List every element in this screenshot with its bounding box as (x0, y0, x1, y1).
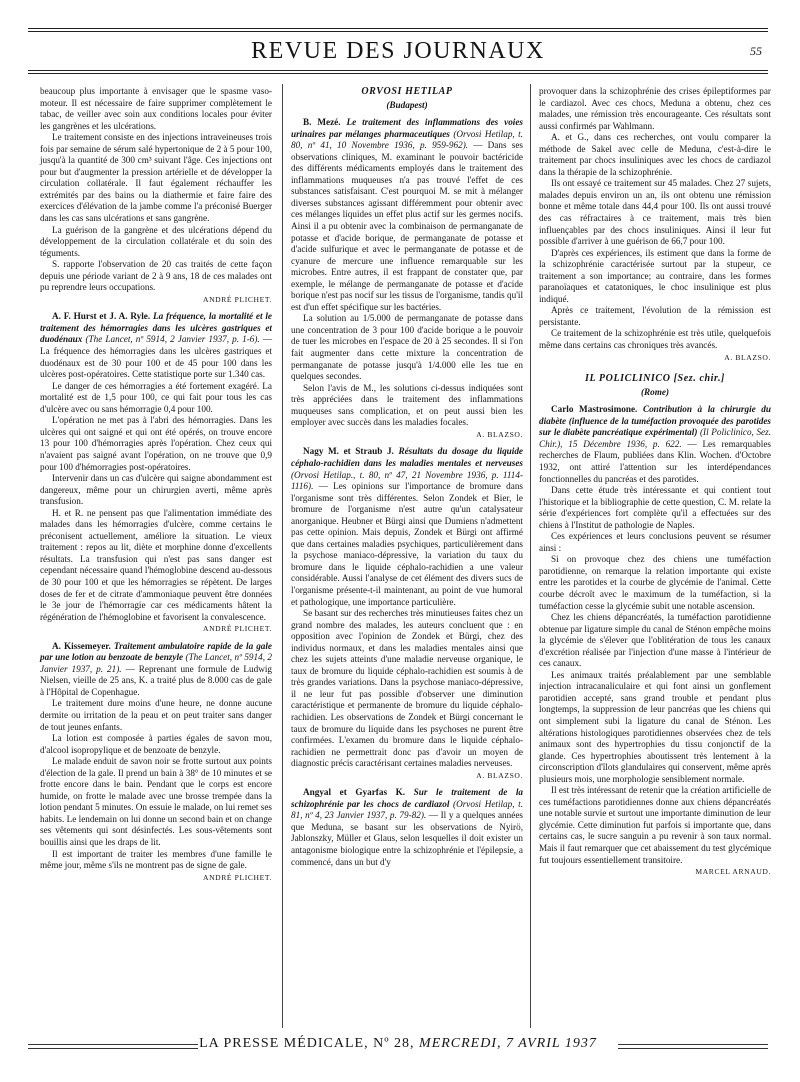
footer-citation (28, 1036, 768, 1052)
paragraph: Les animaux traités préalablement par une semblable injection intracanaliculaire et qui font ainsi un gonflement parotidien accepté, sans grand trouble et pendant plus longtemps, la suppression de leur pancréas que les chiens qui ont simplement subi la ligature du canal de Sténon. Les altérations histologiques parotidiennes observées chez de tels animaux sont des hypertrophies du tissu conjonctif de la glande. Ces hypertrophies aboutissent très lentement à la circonscription d'îlots glandulaires qui conservent, même après plusieurs mois, une morphologie sensiblement normale. (539, 669, 771, 784)
header-rule-top (28, 28, 768, 29)
article-authors: Angyal et Gyarfas K. (303, 787, 406, 798)
paragraph: provoquer dans la schizophrénie des crises épileptiformes par le cardiazol. Avec ces chocs, Meduna a obtenu, chez ces malades, une rémission très encourageante. Ces résultats sont aussi confirmés par Wahlmann. (539, 86, 771, 131)
paragraph: Intervenir dans un cas d'ulcère qui saigne abondamment est dangereux, même pour un chirurgien averti, même après transfusion. (40, 473, 272, 507)
article-authors: Carlo Mastrosimone. (551, 404, 638, 415)
section-subtitle: (Rome) (640, 386, 670, 397)
article-text: — Il y a quelques années que Meduna, se basant sur les observations de Nyirö, Jablonszky, Müller et Glaus, selon lesquelles il doit exister un antagonisme biologique entre la schizophrénie et l'épilepsie, a commencé, dans un but d'y (291, 810, 523, 867)
footer-issue: Nº 28, (373, 1036, 415, 1051)
article-title: Sur le traitement de la schizophrénie par les chocs de cardiazol (291, 787, 523, 809)
article-source: (The Lancet, nº 5914, 2 Janvier 1937, p. 1-6). (85, 334, 260, 345)
paragraph: beaucoup plus importante à envisager que le spasme vaso-moteur. Il est nécessaire de faire supprimer complètement le tabac, de veiller avec soin aux conditions locales pour éviter les gangrènes et les ulcérations. (40, 86, 272, 131)
paragraph: S. rapporte l'observation de 20 cas traités de cette façon depuis une période variant de 2 à 9 ans, 18 de ces malades ont pu reprendre leurs occupations. (40, 259, 272, 293)
column-right (539, 86, 771, 882)
paragraph: Dans cette étude très intéressante et qui contient tout l'historique et la bibliographie de cette question, C. M. relate la série d'expériences fort complète qu'il a effectuées sur des chiens à l'Institut de pathologie de Naples. (539, 485, 771, 530)
author-signature: ANDRÉ PLICHET. (202, 624, 272, 634)
column-separator (282, 84, 283, 1028)
article-source: (Il Policlinico, Sez. Chir.), 15 Décembre 1936, p. 622. (539, 427, 771, 449)
paragraph: Le danger de ces hémorragies a été fortement exagéré. La mortalité est de 1,5 pour 100, ce qui fait pour tous les cas d'ulcère avec ou sans hémorragie 0,4 pour 100. (40, 380, 272, 414)
paragraph: La solution au 1/5.000 de permanganate de potasse dans une concentration de 3 pour 100 d'acide borique a le pouvoir de tuer les microbes en l'espace de 20 à 25 secondes. Il si l'on fait augmenter dans cette mixture la concentration de permanganate de potasse jusqu'à 1/4.000 elle les tue en quelques secondes. (291, 313, 523, 382)
paragraph: Il est très intéressant de retenir que la création artificielle de ces tuméfactions parotidiennes donne aux chiens dépancréatés une notable survie et surtout une importante diminution de leur glycémie. Cette diminution fut parfois si importante que, dans certains cas, le sucre sanguin a pu revenir à son taux normal. Mais il faut remarquer que cet abaissement du test glycémique fut toujours essentiellement transitoire. (539, 785, 771, 865)
paragraph: L'opération ne met pas à l'abri des hémorragies. Dans les ulcères qui ont saigné et qui ont été opérés, on trouve encore 13 pour 100 d'hémorragies après l'opération. Chez ceux qui n'avaient pas saigné avant l'opération, on ne trouve que 0,9 pour 100 d'hémorragies post-opératoires. (40, 415, 272, 472)
column-separator (530, 84, 531, 1028)
header-rule-bottom (28, 70, 768, 71)
footer-journal: LA PRESSE MÉDICALE, (199, 1036, 369, 1051)
article-heading (291, 117, 523, 313)
paragraph: La guérison de la gangrène et des ulcérations dépend du développement de la circulation collatérale et du soin des téguments. (40, 224, 272, 258)
author-signature: A. BLAZSO. (476, 429, 523, 439)
column-left (40, 86, 272, 887)
article-title: Résultats du dosage du liquide céphalo-rachidien dans les maladies mentales et nerveuses (291, 446, 523, 468)
article-heading (539, 404, 771, 485)
author-signature: ANDRÉ PLICHET. (202, 294, 272, 304)
article-heading (40, 641, 272, 699)
article-source: (Orvosi Hetilap., t. 80, nº 47, 21 Novembre 1936, p. 1114-1116). (291, 469, 523, 492)
article-text: — Reprenant une formule de Ludwig Nielsen, vieille de 25 ans, K. a traité plus de 8.000 cas de gale à l'Hôpital de Copenhague. (40, 663, 273, 697)
paragraph: Le traitement consiste en des injections intraveineuses trois fois par semaine de sérum salé hypertonique de 2 à 5 pour 100, jusqu'à la quantité de 300 cm³ suivant l'âge. Ces injections ont pour but d'augmenter la pression artérielle et de développer la circulation collatérale. Il faut également réchauffer les extrémités par des bains ou la diathermie et faire faire des exercices d'élévation de la jambe comme l'a préconisé Buerger dans les cas sans ulcérations et sans gangrène. (40, 132, 272, 224)
paragraph: Le malade enduit de savon noir se frotte surtout aux points d'élection de la gale. Il prend un bain à 38° de 10 minutes et se frotte encore dans le bain. Pendant que le corps est encore humide, on frotte le malade avec une brosse trempée dans la lotion pendant 5 minutes. On essuie le malade, on lui remet ses habits. Le lendemain on lui donne un second bain et on change ses vêtements qui sont désinfectés. Les sous-vêtements sont bouillis ainsi que les draps de lit. (40, 756, 272, 847)
author-signature: ANDRÉ PLICHET. (202, 872, 272, 882)
paragraph: Se basant sur des recherches très minutieuses faites chez un grand nombre des malades, les auteurs concluent que : en opposition avec l'opinion de Zondek et Bürgi, chez des individus normaux, et dans les maladies mentales ainsi que chez les sujets atteints d'une maladie nerveuse organique, le taux de bromure du liquide céphalo-rachidien est soumis à de très grandes variations. Dans la psychose maniaco-dépressive, il ne leur fut pas possible d'observer une diminution caractéristique et permanente de bromure du liquide céphalo-rachidien. Les observations de Zondek et Bürgi concernant le taux de bromure du liquide dans les psychoses ne purent être confirmées. L'examen du bromure dans le liquide céphalo-rachidien ne permettrait donc pas d'avoir un moyen de diagnostic précis caractérisant certaines maladies nerveuses. (291, 608, 523, 769)
column-middle (291, 86, 523, 868)
paragraph: La lotion est composée à parties égales de savon mou, d'alcool isopropylique et de benzoate de benzyle. (40, 733, 272, 755)
paragraph: Ces expériences et leurs conclusions peuvent se résumer ainsi : (539, 531, 771, 553)
paragraph: Ce traitement de la schizophrénie est très utile, quelquefois même dans certains cas chroniques très avancés. (539, 328, 771, 351)
article-heading (291, 446, 523, 608)
article-title: La fréquence, la mortalité et le traitement des hémorragies dans les ulcères gastriques et duodénaux (40, 311, 272, 345)
section-title: IL POLICLINICO [Sez. chir.] (584, 373, 725, 385)
paragraph: Après ce traitement, l'évolution de la rémission est persistante. (539, 305, 771, 327)
paragraph: Chez les chiens dépancréatés, la tuméfaction parotidienne obtenue par ligature simple du canal de Sténon empêche moins la glycémie de s'élever que l'oblitération de tous les canaux d'excrétion réalisée par l'injection d'une masse à l'intérieur de ces canaux. (539, 612, 771, 669)
paragraph: D'après ces expériences, ils estiment que dans la forme de la schizophrénie caractérisée surtout par la stupeur, ce traitement a son importance; au contraire, dans les formes paranoïaques et catatoniques, le choc insulinique est plus indiqué. (539, 247, 771, 304)
paragraph: Selon l'avis de M., les solutions ci-dessus indiquées sont très appréciées dans le traitement des inflammations muqueuses sans complication, et on peut aussi bien les employer avec succès dans les maladies focales. (291, 382, 523, 428)
paragraph: Le traitement dure moins d'une heure, ne donne aucune dermite ou irritation de la peau et on peut traiter sans danger de tout jeunes enfants. (40, 698, 272, 732)
article-source: (The Lancet, nº 5914, 2 Janvier 1937, p. 21). (40, 652, 273, 674)
paragraph: Si on provoque chez des chiens une tuméfaction parotidienne, on remarque la relation importante qui existe entre les parotides et la courbe de glycémie de l'animal. Cette courbe décroît avec le maximum de la tuméfaction, si la tuméfaction cesse la glycémie subit une notable ascension. (539, 554, 771, 611)
paragraph: Il est important de traiter les membres d'une famille le même jour, même s'ils ne montrent pas de signe de gale. (40, 848, 272, 871)
paragraph: Ils ont essayé ce traitement sur 45 malades. Chez 27 sujets, malades depuis environ un an, ils ont obtenu une rémission bonne et même totale dans 44,4 pour 100. Ils ont aussi trouvé des cas réfractaires à ce traitement, mais très bien influençables par des chocs insuliniques. Ainsi il leur fut possible d'arriver à une guérison de 66,7 pour 100. (539, 178, 771, 247)
article-authors: Nagy M. et Straub J. (303, 446, 394, 457)
page-number: 55 (750, 44, 762, 58)
header-rule-top-inner (28, 31, 768, 32)
author-signature: A. BLAZSO. (476, 770, 523, 780)
footer-date: MERCREDI, 7 AVRIL 1937 (419, 1036, 597, 1051)
paragraph: A. et G., dans ces recherches, ont voulu comparer la méthode de Sakel avec celle de Meduna, c'est-à-dire le traitement par chocs insuliniques avec les chocs de cardiazol dans la thérapie de la schizophrénie. (539, 132, 771, 177)
section-subtitle: (Budapest) (386, 99, 428, 110)
paragraph: H. et R. ne pensent pas que l'alimentation immédiate des malades dans les hémorragies d'ulcère, comme certains le préconisent actuellement, améliore la situation. Le vieux traitement : repos au lit, diète et morphine donne d'excellents résultats. La transfusion qui n'est pas sans danger est cependant nécessaire quand l'hémoglobine descend au-dessous de 30 pour 100 et que les hémorragies se répètent. De larges doses de fer et de citrate d'ammoniaque peuvent être données le 3e jour de l'hémorragie car ces médicaments hâtent la régénération de l'hémoglobine et favorisent la convalescence. (40, 507, 272, 622)
page-footer (28, 1030, 768, 1060)
article-heading (40, 311, 272, 380)
author-signature: A. BLAZSO. (724, 352, 771, 362)
article-authors: A. Kissemeyer. (52, 640, 111, 651)
article-source: (Orvosi Hetilap, t. 80, nº 41, 10 Novembre 1936, p. 959-962). (291, 128, 524, 151)
article-heading (291, 787, 523, 868)
author-signature: MARCEL ARNAUD. (695, 867, 771, 877)
article-text: — La fréquence des hémorragies dans les ulcères gastriques et duodénaux est de 30 pour 100 et de 45 pour 100 dans les ulcères post-opératoires. Cette statistique porte sur 1.340 cas. (40, 334, 273, 380)
header-rule-bottom-inner (28, 73, 768, 74)
article-title: Contribution à la chirurgie du diabète (influence de la tuméfaction provoquée des parotides sur le diabète pancréatique expérimental) (539, 404, 772, 438)
article-text: — Les opinions sur l'importance de bromure dans l'organisme sont très différentes. Selon Zondek et Bier, le bromure de l'organisme n'est autre qu'un catalysateur anorganique. Heubner et Bürgi ainsi que Dumiens n'admettent pas cette opinion. Mais depuis, Zondek et Bürgi ont affirmé que dans certaines maladies psychiques, particulièrement dans la psychose maniaco-dépressive, la variation du taux du bromure dans le liquide céphalo-rachidien a une valeur considérable. Aussi l'analyse de cet élément des divers sucs de l'organisme présente-t-il maintenant, au point de vue humoral et pathologique, une importance particulière. (291, 481, 523, 607)
article-source: (Orvosi Hetilap, t. 81, nº 4, 23 Janvier 1937, p. 79-82). (291, 798, 524, 821)
section-title: ORVOSI HETILAP (361, 86, 453, 97)
page-header (28, 18, 768, 76)
article-text: — Dans ses observations cliniques, M. examinant le pouvoir bactéricide des différents médicaments employés dans le traitement des inflammations muqueuses n'a pas trouvé l'effet de ces substances satisfaisant. C'est pourquoi M. se mit à mélanger diverses substances agissant différemment pour obtenir avec ces mélanges liquides un effet plus actif sur les germes nocifs. Ainsi il a pu obtenir avec la combinaison de permanganate de potasse et d'acide borique, de permanganate de potasse et d'acide sulfurique et avec le permanganate de potasse et de cyanure de mercure une influence remarquable sur les microbes. Entre autres, il est frappant de constater que, par exemple, le mélange de permanganate de potasse et d'acide borique n'est pas nocif sur les tissus de l'organisme, tandis qu'il est d'un effet spécifique sur les bactéries. (291, 140, 523, 312)
article-authors: A. F. Hurst et J. A. Ryle. (52, 311, 151, 322)
article-title: Traitement ambulatoire rapide de la gale par une lotion au benzoate de benzyle (40, 640, 273, 663)
article-text: — Les remarquables recherches de Flaum, publiées dans Klin. Wochen. d'Octobre 1932, ont attiré l'attention sur les interdépendances fonctionnelles du pancréas et des parotides. (539, 438, 771, 484)
journal-title: REVUE DES JOURNAUX (251, 38, 545, 64)
article-authors: B. Mezé. (303, 117, 341, 128)
article-title: Le traitement des inflammations des voies urinaires par mélanges pharmaceutiques (291, 117, 524, 139)
